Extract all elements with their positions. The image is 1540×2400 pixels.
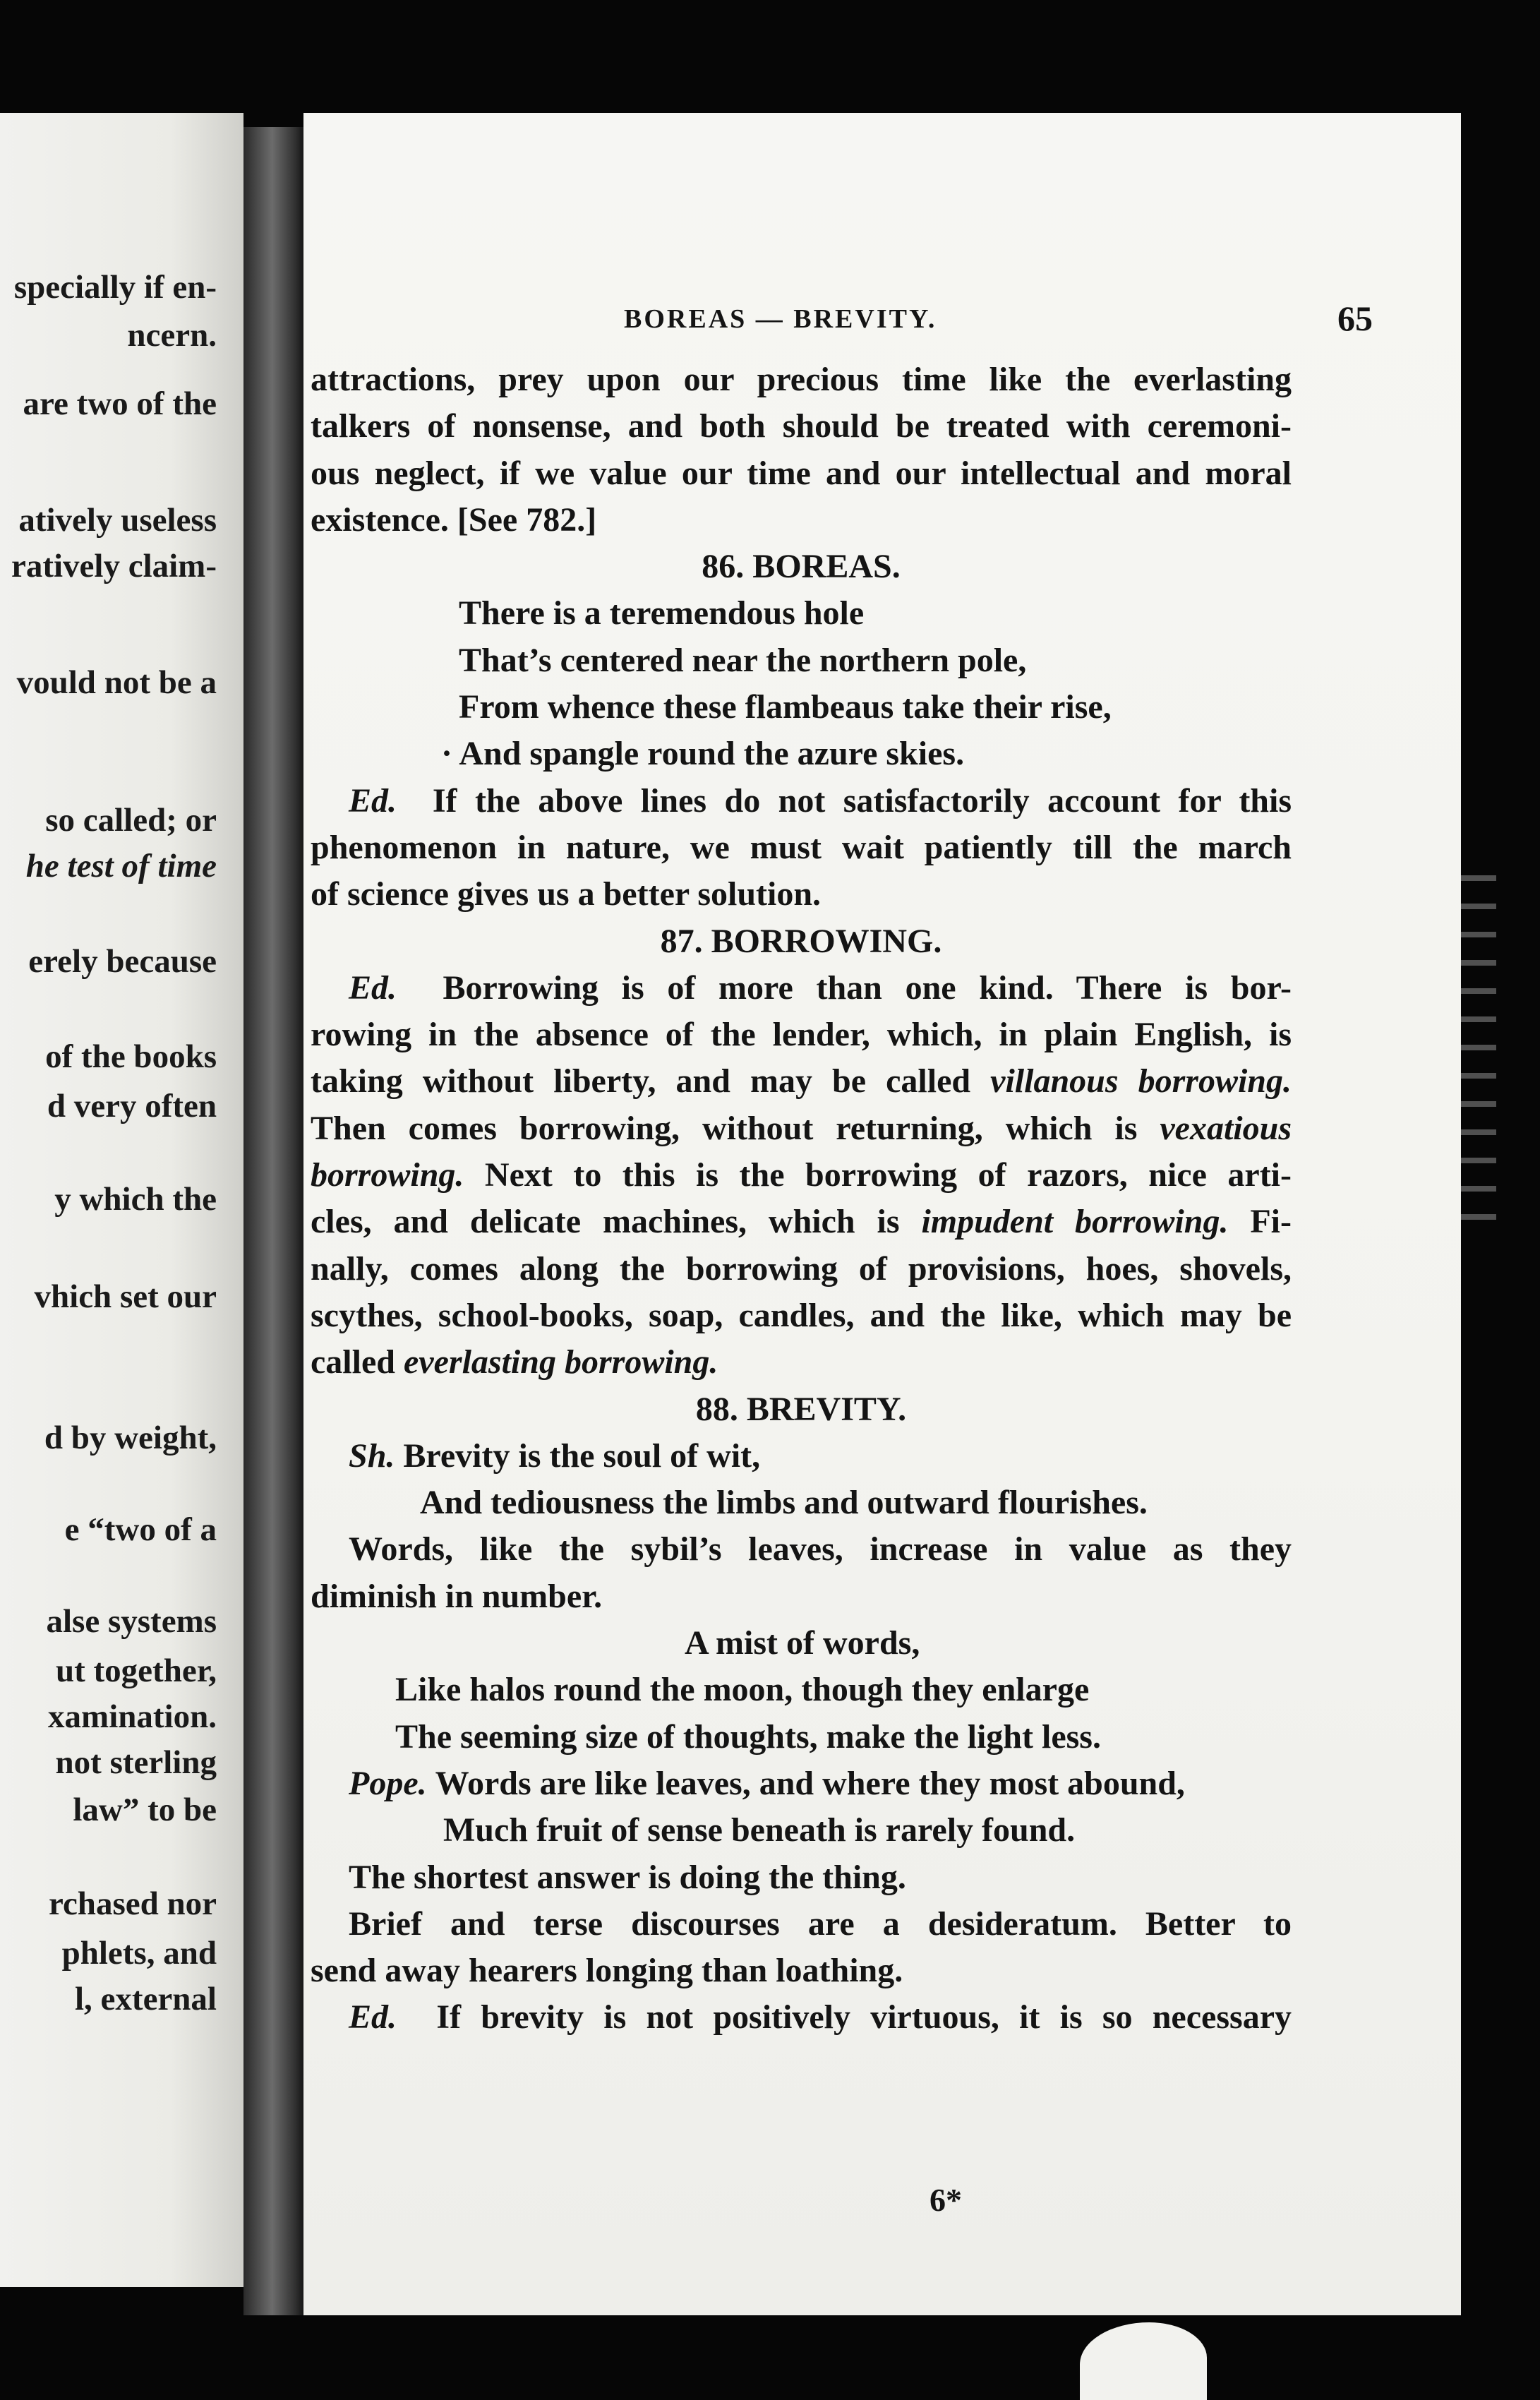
text-line: nally, comes along the borrowing of provisions, hoes, shovels, (311, 1249, 1292, 1288)
left-page-line: of the books (45, 1038, 217, 1075)
left-page-line: he test of time (25, 848, 217, 884)
left-page-fragment (0, 113, 243, 2287)
text-line (311, 1760, 1292, 1807)
left-page-line: specially if en- (13, 269, 217, 306)
verse-line: A mist of words, (685, 1624, 920, 1662)
text-line: attractions, prey upon our precious time like the everlasting (311, 361, 1292, 398)
text-line: diminish in number. (311, 1577, 603, 1615)
verse-line: Like halos round the moon, though they enlarge (395, 1671, 1090, 1709)
italic-term: borrowing. (311, 1156, 464, 1194)
text-line: send away hearers longing than loathing. (311, 1952, 903, 1990)
verse-line: · And spangle round the azure skies. (441, 735, 965, 773)
running-head (303, 298, 1461, 340)
page-edge-texture (1461, 875, 1496, 1242)
text-span: Borrowing is of more than one kind. There is bor- (443, 968, 1292, 1007)
text-span: Words are like leaves, and where they most abound, (435, 1764, 1185, 1802)
text-line (311, 1433, 1292, 1480)
text-line (311, 1058, 1292, 1105)
left-page-line: vould not be a (16, 664, 217, 701)
left-page-line: atively useless (18, 502, 217, 539)
left-page-line: l, external (75, 1981, 217, 2017)
verse-line: The seeming size of thoughts, make the light less. (395, 1717, 1101, 1756)
left-page-line: alse systems (46, 1603, 217, 1640)
left-page-line: d very often (47, 1088, 217, 1124)
italic-term: vexatious (1160, 1109, 1292, 1147)
left-page-line: xamination. (48, 1698, 217, 1735)
text-line: scythes, school-books, soap, candles, and the like, which may be (311, 1296, 1292, 1334)
section-heading-brevity: 88. BREVITY. (695, 1390, 907, 1428)
text-line (311, 1994, 1292, 2041)
section-heading-boreas: 86. BOREAS. (702, 548, 901, 586)
left-page-line: e “two of a (64, 1511, 217, 1548)
text-line: rowing in the absence of the lender, which, in plain English, is (311, 1016, 1292, 1054)
left-page-line: d by weight, (44, 1420, 217, 1456)
left-page-line: so called; or (45, 802, 217, 839)
text-span: Brevity is the soul of wit, (403, 1436, 761, 1475)
left-page-line: vhich set our (34, 1278, 217, 1315)
text-line: of science gives us a better solution. (311, 875, 822, 913)
left-page-line: law” to be (73, 1792, 217, 1828)
body-text (311, 356, 1292, 2041)
left-page-line: erely because (28, 943, 217, 980)
text-line (311, 1199, 1292, 1245)
text-span: Next to this is the borrowing of razors, nice arti- (464, 1156, 1292, 1194)
text-span: called (311, 1343, 404, 1381)
text-span: Then comes borrowing, without returning, which is (311, 1109, 1160, 1147)
text-line: talkers of nonsense, and both should be treated with ceremoni- (311, 407, 1292, 445)
signature-mark: 6* (930, 2182, 962, 2218)
section-heading-borrowing: 87. BORROWING. (660, 922, 942, 960)
text-line: existence. [See 782.] (311, 500, 597, 539)
speaker-tag: Ed. (349, 1998, 397, 2036)
left-page-line: ratively claim- (11, 548, 217, 584)
verse-line: And tediousness the limbs and outward flourishes. (420, 1484, 1148, 1522)
left-page-line: ut together, (55, 1652, 217, 1689)
text-line: ous neglect, if we value our time and our intellectual and moral (311, 454, 1292, 492)
italic-term: everlasting borrowing. (403, 1343, 718, 1381)
text-line (311, 965, 1292, 1012)
book-spine-shadow (243, 127, 307, 2315)
left-page-line: ncern. (127, 317, 217, 354)
speaker-tag: Ed. (349, 781, 397, 820)
text-span: cles, and delicate machines, which is (311, 1203, 922, 1241)
text-span: If brevity is not positively virtuous, it is so necessary (436, 1998, 1292, 2036)
page (303, 113, 1461, 2315)
text-line (311, 1152, 1292, 1199)
speaker-tag: Ed. (349, 968, 397, 1007)
left-page-line: rchased nor (48, 1885, 217, 1922)
text-line (311, 1105, 1292, 1152)
text-line (311, 1339, 1292, 1386)
verse-line: From whence these flambeaus take their rise, (459, 688, 1112, 726)
speaker-tag: Sh. (349, 1436, 395, 1475)
left-page-line: are two of the (23, 385, 217, 422)
text-span: If the above lines do not satisfactorily account for this (432, 781, 1292, 820)
text-span: Fi- (1228, 1203, 1292, 1241)
text-line: The shortest answer is doing the thing. (349, 1858, 906, 1896)
verse-line: That’s centered near the northern pole, (459, 641, 1027, 679)
italic-term: villanous borrowing. (990, 1062, 1292, 1100)
text-line (311, 778, 1292, 824)
page-number: 65 (1337, 299, 1373, 338)
paper-scrap (1080, 2322, 1207, 2400)
italic-term: impudent borrowing. (921, 1203, 1229, 1241)
text-span: taking without liberty, and may be called (311, 1062, 991, 1100)
verse-line: Much fruit of sense beneath is rarely found. (443, 1811, 1076, 1849)
speaker-tag: Pope. (349, 1764, 427, 1802)
left-page-line: not sterling (55, 1744, 217, 1781)
left-page-line: y which the (54, 1181, 217, 1218)
verse-line: There is a teremendous hole (459, 594, 865, 632)
text-line: Words, like the sybil’s leaves, increase in value as they (349, 1530, 1292, 1568)
text-line: Brief and terse discourses are a desideratum. Better to (349, 1904, 1292, 1943)
text-line: phenomenon in nature, we must wait patiently till the march (311, 828, 1292, 866)
running-head-title: BOREAS — BREVITY. (624, 304, 937, 334)
left-page-line: phlets, and (61, 1935, 217, 1972)
